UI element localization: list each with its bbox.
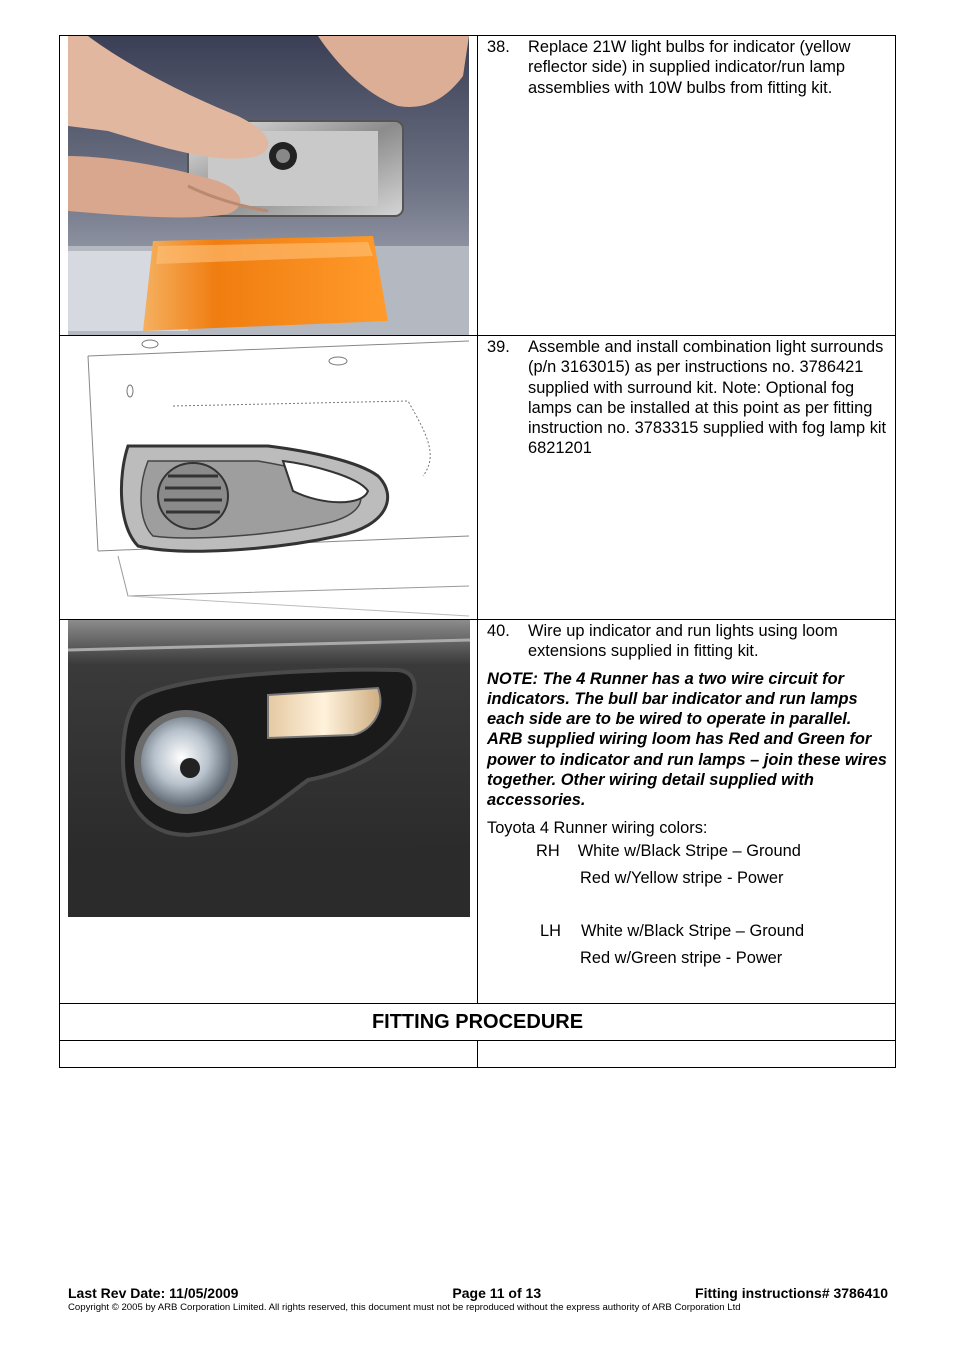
lh-power: Red w/Green stripe - Power [580, 948, 783, 967]
step-40 [487, 621, 887, 662]
rh-ground: White w/Black Stripe – Ground [577, 841, 801, 860]
lh-label: LH [540, 921, 561, 940]
photo-cell-39 [60, 336, 478, 620]
rh-label: RH [536, 841, 560, 860]
step-number: 40. [487, 622, 510, 640]
instruction-number: Fitting instructions# 3786410 [695, 1285, 888, 1301]
step-38 [487, 37, 887, 98]
diagram-light-surround [68, 336, 469, 619]
step-cell-39 [478, 336, 896, 620]
step-text: Wire up indicator and run lights using loom extensions supplied in fitting kit. [528, 622, 838, 661]
lh-ground: White w/Black Stripe – Ground [580, 921, 805, 940]
step-number: 39. [487, 338, 510, 356]
copyright: Copyright © 2005 by ARB Corporation Limited. All rights reserved, this document must not be reproduced without the express authority of ARB Corporation Ltd [68, 1302, 741, 1313]
photo-bulb-replacement [68, 36, 469, 335]
photo-installed-lamps [68, 620, 470, 917]
photo-cell-38 [60, 36, 478, 336]
step-cell-38 [478, 36, 896, 336]
photo-cell-40 [60, 620, 478, 1004]
wiring-heading: Toyota 4 Runner wiring colors: [487, 818, 708, 837]
step-cell-40 [478, 620, 896, 1004]
empty-cell-left [60, 1041, 478, 1068]
page-footer [68, 1285, 888, 1313]
rh-power: Red w/Yellow stripe - Power [580, 868, 784, 887]
rh-power-row [487, 865, 887, 892]
lh-wire-row [487, 918, 887, 945]
step-39 [487, 337, 887, 459]
instruction-table [59, 35, 896, 1068]
section-heading: FITTING PROCEDURE [60, 1004, 896, 1041]
page-number: Page 11 of 13 [452, 1285, 542, 1301]
step-number: 38. [487, 38, 510, 56]
lh-power-row [487, 945, 887, 972]
step-text: Assemble and install combination light surrounds (p/n 3163015) as per instructions no. 3786421 supplied with surround kit. Note: Optional fog lamps can be installed at this point as per fitting instruction no. 3783315 supplied with fog lamp kit 6821201 [528, 338, 887, 458]
wiring-note: NOTE: The 4 Runner has a two wire circuit for indicators. The bull bar indicator and run lamps each side are to be wired to operate in parallel. ARB supplied wiring loom has Red and Green for power to indicator and run lamps – join these wires together. Other wiring detail supplied with accessories. [487, 669, 887, 810]
rh-wire-row [487, 838, 887, 865]
step-text: Replace 21W light bulbs for indicator (yellow reflector side) in supplied indicator/run lamp assemblies with 10W bulbs from fitting kit. [528, 38, 851, 97]
empty-cell-right [478, 1041, 896, 1068]
rev-date: Last Rev Date: 11/05/2009 [68, 1285, 239, 1301]
